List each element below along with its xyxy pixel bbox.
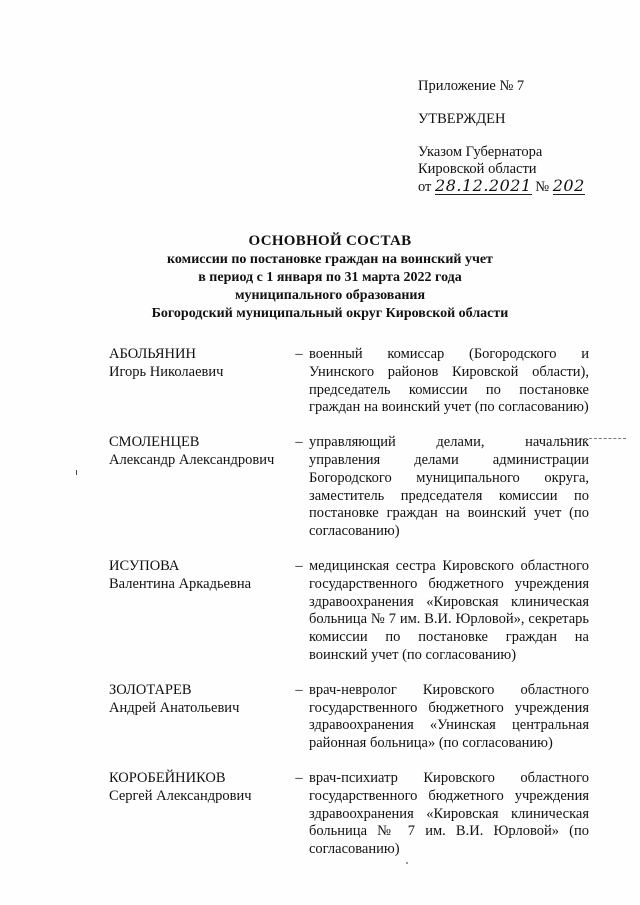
member-surname: ИСУПОВА <box>109 557 180 574</box>
handwritten-number: 202 <box>552 176 585 195</box>
title-line-4: муниципального образования <box>234 288 426 303</box>
member-dash: – <box>295 346 303 362</box>
member-entry <box>109 434 589 541</box>
number-sign: № <box>535 179 550 195</box>
from-prefix: от <box>418 179 432 195</box>
member-given-names: Игорь Николаевич <box>109 363 224 380</box>
title-main: ОСНОВНОЙ СОСТАВ <box>248 233 412 249</box>
member-given-names: Валентина Аркадьевна <box>109 575 252 592</box>
member-given-names: Сергей Александрович <box>109 787 252 804</box>
member-name <box>109 346 289 417</box>
member-role: управляющий делами, начальник управления делами администрации Богородского муниципального округа, заместитель председателя комиссии по постановке граждан на воинский учет (по согласованию) <box>309 434 589 540</box>
member-name <box>109 558 289 665</box>
appendix-number: Приложение № 7 <box>418 78 525 94</box>
member-dash: – <box>295 681 303 698</box>
approved-stamp: УТВЕРЖДЕН <box>418 111 506 127</box>
member-dash: – <box>295 557 303 574</box>
decree-line-1: Указом Губернатора <box>418 144 543 160</box>
member-role: медицинская сестра Кировского областного государственного бюджетного учреждения здравоохранения «Кировская клиническая больница № 7 им. В.И. Юрловой», секретарь комиссии по постановке граждан на воинский учет (по согласованию) <box>309 557 589 663</box>
decree-line-2: Кировской области <box>418 161 537 177</box>
handwritten-date: 28.12.2021 <box>435 176 532 195</box>
member-role: врач-невролог Кировского областного государственного бюджетного учреждения здравоохранения «Унинская центральная районная больница» (по согласованию) <box>309 681 589 752</box>
member-entry <box>109 558 589 665</box>
members-list <box>109 346 589 876</box>
member-role: военный комиссар (Богородского и Унинского районов Кировской области), председатель комиссии по постановке граждан на воинский учет (по согласованию) <box>309 346 589 416</box>
document-title <box>60 232 600 323</box>
member-entry <box>109 770 589 859</box>
member-given-names: Андрей Анатольевич <box>109 699 240 716</box>
decree-date-line <box>418 178 618 196</box>
title-line-5: Богородский муниципальный округ Кировской области <box>151 306 509 321</box>
member-role: врач-психиатр Кировского областного государственного бюджетного учреждения здравоохранения «Кировская клиническая больница № 7 им. В.И. Юрловой» (по согласованию) <box>309 769 589 858</box>
member-given-names: Александр Александрович <box>109 451 275 468</box>
member-dash: – <box>295 769 303 786</box>
member-surname: СМОЛЕНЦЕВ <box>109 434 200 451</box>
member-entry <box>109 682 589 753</box>
member-surname: КОРОБЕЙНИКОВ <box>109 769 226 786</box>
title-line-2: комиссии по постановке граждан на воинский учет <box>167 252 493 267</box>
member-name <box>109 434 289 541</box>
title-line-3: в период с 1 января по 31 марта 2022 года <box>198 270 462 285</box>
approval-block <box>418 78 618 196</box>
member-surname: АБОЛЬЯНИН <box>109 346 196 362</box>
member-name <box>109 770 289 859</box>
scan-artifact-dot <box>406 862 408 864</box>
member-surname: ЗОЛОТАРЕВ <box>109 681 192 698</box>
scan-artifact-line <box>560 438 626 439</box>
member-entry <box>109 346 589 417</box>
member-dash: – <box>295 434 303 451</box>
member-name <box>109 682 289 753</box>
scan-artifact-mark <box>76 470 77 475</box>
